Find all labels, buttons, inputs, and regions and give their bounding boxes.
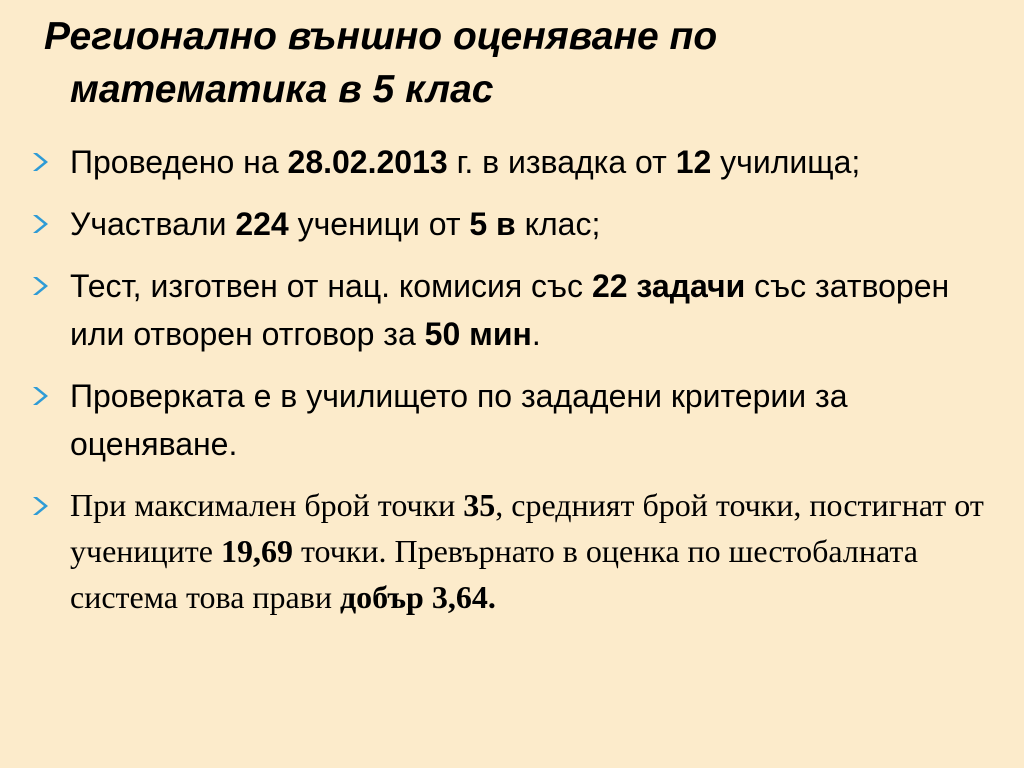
bullet-text: Проверката е в училището по зададени критерии за оценяване. bbox=[70, 378, 848, 462]
bullet-list bbox=[30, 138, 995, 634]
bullet-text-bold: 50 мин bbox=[424, 316, 532, 352]
bullet-text: клас; bbox=[515, 206, 601, 242]
bullet-item bbox=[30, 138, 995, 186]
bullet-text-bold: 12 bbox=[675, 144, 712, 180]
arrow-bullet-icon bbox=[30, 274, 56, 298]
bullet-text-bold: 224 bbox=[235, 206, 289, 242]
slide-title bbox=[44, 10, 984, 116]
bullet-item bbox=[30, 200, 995, 248]
arrow-bullet-icon bbox=[30, 494, 56, 518]
slide-title-line1: Регионално външно оценяване по bbox=[44, 15, 718, 58]
bullet-text: Проведено на bbox=[70, 144, 288, 180]
bullet-text-bold: добър 3,64. bbox=[339, 579, 496, 615]
bullet-text-bold: 28.02.2013 bbox=[287, 144, 448, 180]
bullet-text: , средният брой точки, постигнат от учениците bbox=[70, 487, 984, 569]
bullet-text: ученици от bbox=[288, 206, 470, 242]
bullet-text: г. в извадка от bbox=[447, 144, 676, 180]
bullet-item bbox=[30, 262, 995, 358]
bullet-text: със затворен или отворен отговор за bbox=[70, 268, 950, 352]
bullet-item bbox=[30, 482, 995, 620]
bullet-text: При максимален брой точки bbox=[70, 487, 464, 523]
bullet-text-bold: 19,69 bbox=[220, 533, 293, 569]
bullet-text-bold: 35 bbox=[463, 487, 496, 523]
bullet-text: Участвали bbox=[70, 206, 236, 242]
bullet-text: Тест, изготвен от нац. комисия със bbox=[70, 268, 592, 304]
arrow-bullet-icon bbox=[30, 150, 56, 174]
bullet-text: точки. Превърнато в оценка по шестобалната система това прави bbox=[70, 533, 918, 615]
bullet-text-bold: 22 задачи bbox=[591, 268, 746, 304]
bullet-text: училища; bbox=[711, 144, 861, 180]
bullet-text: . bbox=[531, 316, 541, 352]
bullet-text-bold: 5 в bbox=[469, 206, 516, 242]
slide-title-line2: математика в 5 клас bbox=[70, 68, 494, 111]
bullet-item bbox=[30, 372, 995, 468]
arrow-bullet-icon bbox=[30, 384, 56, 408]
arrow-bullet-icon bbox=[30, 212, 56, 236]
